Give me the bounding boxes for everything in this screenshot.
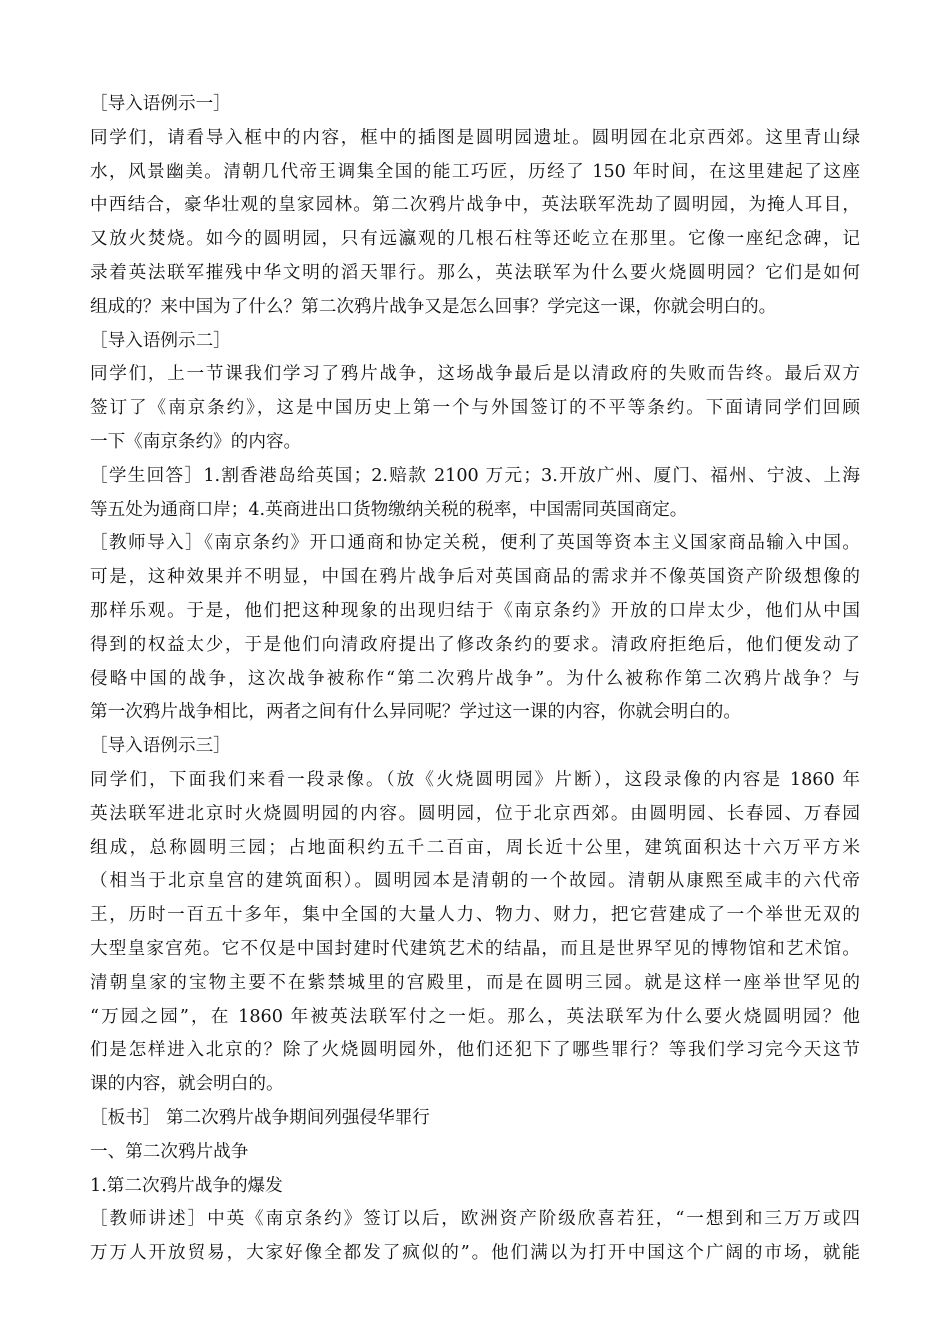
text-line: 可是，这种效果并不明显，中国在鸦片战争后对英国商品的需求并不像英国资产阶级想像的 [90, 567, 860, 588]
text-line: 那样乐观。于是，他们把这种现象的出现归结于《南京条约》开放的口岸太少，他们从中国 [90, 600, 860, 621]
text-line: ［教师导入］《南京条约》开口通商和协定关税，便利了英国等资本主义国家商品输入中国。 [90, 533, 860, 554]
text-line: ［导入语例示二］ [90, 330, 231, 351]
text-line: 一下《南京条约》的内容。 [90, 431, 302, 452]
text-line: 王，历时一百五十多年，集中全国的大量人力、物力、财力，把它营建成了一个举世无双的 [90, 905, 860, 926]
text-line: 英法联军进北京时火烧圆明园的内容。圆明园，位于北京西郊。由圆明园、长春园、万春园 [90, 803, 860, 824]
text-line: 组成的？来中国为了什么？第二次鸦片战争又是怎么回事？学完这一课，你就会明白的。 [90, 296, 777, 317]
document-page [90, 88, 860, 1271]
text-line: ［导入语例示三］ [90, 736, 231, 757]
text-line: 得到的权益太少，于是他们向清政府提出了修改条约的要求。清政府拒绝后，他们便发动了 [90, 634, 860, 655]
text-line: 一、第二次鸦片战争 [90, 1141, 249, 1162]
text-line: ［板书］ 第二次鸦片战争期间列强侵华罪行 [90, 1107, 430, 1128]
text-line: ［学生回答］1.割香港岛给英国；2.赔款 2100 万元；3.开放广州、厦门、福州、宁波、上海 [90, 465, 860, 486]
text-line: 课的内容，就会明白的。 [90, 1074, 284, 1095]
text-line: “万园之园”，在 1860 年被英法联军付之一炬。那么，英法联军为什么要火烧圆明园？他 [90, 1006, 860, 1027]
text-line: 清朝皇家的宝物主要不在紫禁城里的宫殿里，而是在圆明三园。就是这样一座举世罕见的 [90, 972, 860, 993]
text-line: 同学们，下面我们来看一段录像。（放《火烧圆明园》片断），这段录像的内容是 1860 年 [90, 769, 860, 790]
text-line: 第一次鸦片战争相比，两者之间有什么异同呢？学过这一课的内容，你就会明白的。 [90, 702, 741, 723]
text-line: 中西结合，豪华壮观的皇家园林。第二次鸦片战争中，英法联军洗劫了圆明园，为掩人耳目， [90, 195, 860, 216]
text-line: 同学们，上一节课我们学习了鸦片战争，这场战争最后是以清政府的失败而告终。最后双方 [90, 364, 860, 385]
text-line: （相当于北京皇宫的建筑面积）。圆明园本是清朝的一个故园。清朝从康熙至咸丰的六代帝 [90, 871, 860, 892]
text-line: ［教师讲述］中英《南京条约》签订以后，欧洲资产阶级欣喜若狂，“一想到和三万万或四 [90, 1209, 860, 1230]
text-line: 录着英法联军摧残中华文明的滔天罪行。那么，英法联军为什么要火烧圆明园？它们是如何 [90, 262, 860, 283]
text-line: 侵略中国的战争，这次战争被称作“第二次鸦片战争”。为什么被称作第二次鸦片战争？与 [90, 668, 860, 689]
text-line: 大型皇家宫苑。它不仅是中国封建时代建筑艺术的结晶，而且是世界罕见的博物馆和艺术馆。 [90, 938, 860, 959]
text-line: 又放火焚烧。如今的圆明园，只有远瀛观的几根石柱等还屹立在那里。它像一座纪念碑，记 [90, 229, 860, 250]
text-line: 签订了《南京条约》，这是中国历史上第一个与外国签订的不平等条约。下面请同学们回顾 [90, 398, 860, 419]
text-line: 万万人开放贸易，大家好像全都发了疯似的”。他们满以为打开中国这个广阔的市场，就能 [90, 1243, 860, 1264]
text-line: 组成，总称圆明三园；占地面积约五千二百亩，周长近十公里，建筑面积达十六万平方米 [90, 837, 860, 858]
text-line: ［导入语例示一］ [90, 94, 231, 114]
text-line: 1.第二次鸦片战争的爆发 [90, 1175, 283, 1196]
text-line: 同学们，请看导入框中的内容，框中的插图是圆明园遗址。圆明园在北京西郊。这里青山绿 [90, 127, 860, 148]
text-line: 水，风景幽美。清朝几代帝王调集全国的能工巧匠，历经了 150 年时间，在这里建起了这座 [90, 161, 860, 182]
text-line: 等五处为通商口岸；4.英商进出口货物缴纳关税的税率，中国需同英国商定。 [90, 499, 688, 520]
text-line: 们是怎样进入北京的？除了火烧圆明园外，他们还犯下了哪些罪行？等我们学习完今天这节 [90, 1040, 860, 1061]
